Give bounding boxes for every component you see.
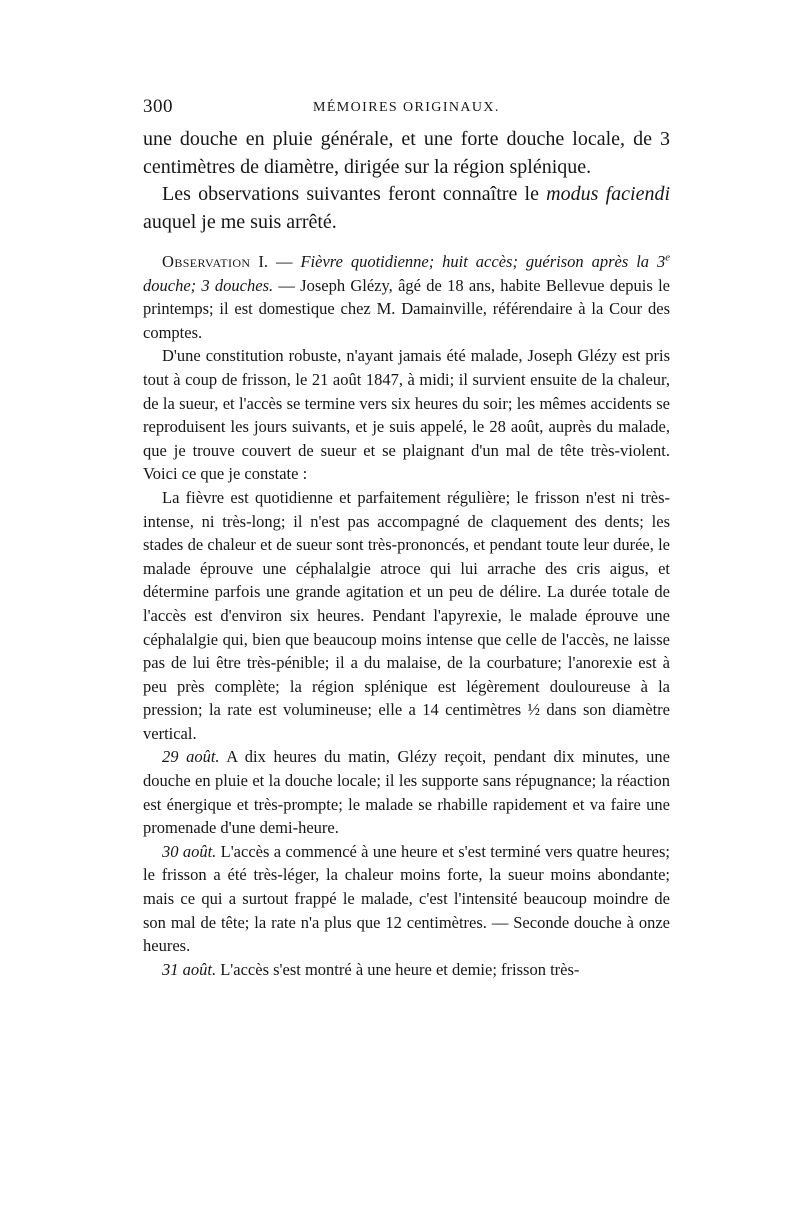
body-text xyxy=(143,126,670,981)
fraction: ½ xyxy=(527,700,540,720)
latin-phrase: modus faciendi xyxy=(546,183,670,205)
running-title: MÉMOIRES ORIGINAUX. xyxy=(313,100,500,115)
date-label: 29 août. xyxy=(162,747,220,767)
date-label: 30 août. xyxy=(162,841,217,861)
paragraph-text: dans son diamètre vertical. xyxy=(143,700,670,743)
observation-label: Observation xyxy=(162,252,251,271)
observation-title: Fièvre quotidienne; huit accès; guérison après la 3e douche; 3 douches. xyxy=(143,251,670,295)
paragraph-text: D'une constitution robuste, n'ayant jamais été malade, Joseph Glézy est pris tout à coup de frisson, le 21 août 1847, à midi; il survient ensuite de la chaleur, de la sueur, et l'accès se termine vers six heures du soir; les mêmes accidents se reproduisent les jours suivants, et je suis appelé, le 28 août, auprès du malade, que je trouve couvert de sueur et se plaignant d'un mal de tête très-violent. Voici ce que je constate : xyxy=(143,346,670,484)
observation-number: I. — xyxy=(250,252,301,271)
paragraph-day-31 xyxy=(143,958,670,982)
paragraph-intro xyxy=(143,181,670,236)
paragraph-text: La fièvre est quotidienne et parfaitement régulière; le frisson n'est ni très-intense, ni très-long; il n'est pas accompagné de claquement des dents; les stades de chaleur et de sueur sont très-prononcés, et pendant toute leur durée, le malade éprouve une céphalalgie atroce qui lui arrache des cris aigus, et détermine parfois une grande agitation et un peu de délire. La durée totale de l'accès est d'environ six heures. Pendant l'apyrexie, le malade éprouve une céphalalgie qui, bien que beaucoup moins intense que celle de l'accès, ne laisse pas de lui être très-pénible; il a du malaise, de la courbature; l'anorexie est à peu près complète; la région splénique est légèrement douloureuse à la pression; la rate est volumineuse; elle a 14 centimètres xyxy=(143,487,670,720)
paragraph-continuation xyxy=(143,126,670,181)
ordinal-superscript: e xyxy=(665,251,670,264)
paragraph-text: L'accès a commencé à une heure et s'est terminé vers quatre heures; le frisson a été très-léger, la chaleur moins forte, la sueur moins abondante; mais ce qui a surtout frappé le malade, c'est l'intensité beaucoup moindre de son mal de tête; la rate n'a plus que 12 centimètres. — Seconde douche à onze heures. xyxy=(143,841,670,956)
paragraph-text: — Joseph Glézy, âgé de 18 ans, habite Bellevue depuis le printemps; il est domestique chez M. Damainville, référendaire à la Cour des comptes. xyxy=(143,275,670,342)
page-number: 300 xyxy=(143,96,173,117)
running-head xyxy=(143,96,670,122)
paragraph-text: Les observations suivantes feront connaître le xyxy=(162,183,547,205)
paragraph-history xyxy=(143,344,670,486)
paragraph-day-30 xyxy=(143,840,670,958)
observation-heading xyxy=(143,250,670,344)
paragraph-text: auquel je me suis arrêté. xyxy=(143,210,337,233)
paragraph-text: A dix heures du matin, Glézy reçoit, pendant dix minutes, une douche en pluie et la douche locale; il les supporte sans répugnance; la réaction est énergique et très-prompte; le malade se rhabille rapidement et va faire une promenade d'une demi-heure. xyxy=(143,747,670,838)
date-label: 31 août. xyxy=(162,959,217,979)
paragraph-day-29 xyxy=(143,745,670,839)
paragraph-symptoms xyxy=(143,486,670,746)
paragraph-text: L'accès s'est montré à une heure et demie; frisson très- xyxy=(216,959,580,979)
paragraph-text: une douche en pluie générale, et une forte douche locale, de 3 centimètres de diamètre, dirigée sur la région splénique. xyxy=(143,128,670,178)
